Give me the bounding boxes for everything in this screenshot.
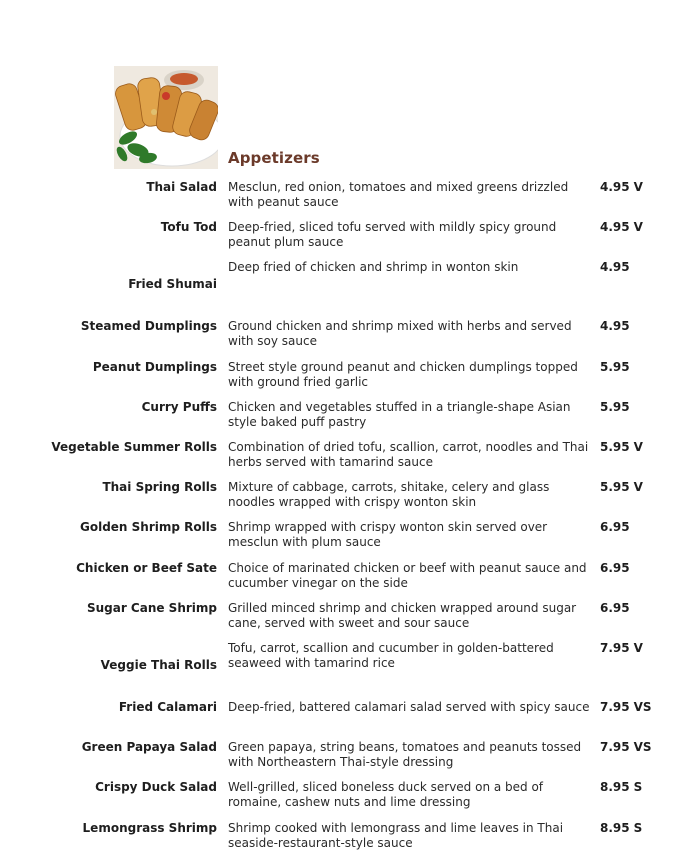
price-amount: 7.95 [600,700,630,714]
menu-item-name: Lemongrass Shrimp [82,821,217,835]
menu-item-name: Fried Calamari [118,700,217,714]
menu-item-description: Shrimp wrapped with crispy wonton skin served over mesclun with plum sauce [228,520,548,549]
section-title: Appetizers [228,149,320,167]
menu-item-description: Chicken and vegetables stuffed in a triangle-shape Asian style baked puff pastry [228,400,571,429]
menu-item-description: Mixture of cabbage, carrots, shitake, celery and glass noodles wrapped with crispy wonton skin [228,480,550,509]
price-amount: 7.95 [600,641,630,655]
price-amount: 6.95 [600,601,630,615]
dietary-code: V [633,641,643,655]
menu-item-name: Peanut Dumplings [92,360,217,374]
price-amount: 5.95 [600,480,630,494]
price-amount: 4.95 [600,260,630,274]
menu-item-description: Deep-fried, sliced tofu served with mildly spicy ground peanut plum sauce [228,220,557,249]
dietary-code: VS [633,740,652,754]
menu-item-description: Green papaya, string beans, tomatoes and peanuts tossed with Northeastern Thai-style dressing [228,740,582,769]
price-amount: 6.95 [600,561,630,575]
dietary-code: V [633,220,643,234]
dietary-code: VS [633,700,652,714]
menu-item-name: Green Papaya Salad [81,740,217,754]
menu-item-price [600,220,643,235]
menu-item-price [600,480,643,495]
dietary-code: S [633,780,643,794]
menu-item-price [600,561,634,576]
menu-item-description: Combination of dried tofu, scallion, carrot, noodles and Thai herbs served with tamarind sauce [228,440,589,469]
menu-item-description: Ground chicken and shrimp mixed with herbs and served with soy sauce [228,319,572,348]
price-amount: 7.95 [600,740,630,754]
menu-item-name: Golden Shrimp Rolls [80,520,217,534]
price-amount: 5.95 [600,400,630,414]
price-amount: 6.95 [600,520,630,534]
price-amount: 8.95 [600,821,630,835]
menu-item-name: Steamed Dumplings [80,319,217,333]
menu-item-name: Thai Spring Rolls [102,480,217,494]
price-amount: 5.95 [600,360,630,374]
dietary-code: V [633,440,643,454]
price-amount: 8.95 [600,780,630,794]
menu-item-description: Tofu, carrot, scallion and cucumber in golden-battered seaweed with tamarind rice [228,641,554,670]
menu-item-price [600,740,652,755]
menu-item-description: Grilled minced shrimp and chicken wrapped around sugar cane, served with sweet and sour sauce [228,601,577,630]
menu-item-description: Deep fried of chicken and shrimp in wonton skin [228,260,519,274]
dietary-code: S [633,821,643,835]
menu-item-price [600,780,642,795]
menu-item-name: Crispy Duck Salad [95,780,217,794]
dietary-code: V [633,180,643,194]
menu-item-price [600,641,643,656]
price-amount: 4.95 [600,180,630,194]
menu-item-price [600,520,634,535]
menu-item-price [600,601,634,616]
menu-item-description: Street style ground peanut and chicken dumplings topped with ground fried garlic [228,360,578,389]
menu-item-price [600,821,642,836]
menu-item-name: Curry Puffs [141,400,217,414]
price-amount: 5.95 [600,440,630,454]
menu-item-name: Fried Shumai [128,277,217,291]
menu-item-price [600,260,634,275]
menu-item-description: Well-grilled, sliced boneless duck served on a bed of romaine, cashew nuts and lime dressing [228,780,544,809]
menu-item-name: Chicken or Beef Sate [76,561,217,575]
menu-item-name: Veggie Thai Rolls [100,658,217,672]
price-amount: 4.95 [600,319,630,333]
menu-item-price [600,700,652,715]
menu-item-price [600,400,634,415]
menu-item-name: Vegetable Summer Rolls [51,440,217,454]
menu-item-name: Tofu Tod [160,220,217,234]
menu-item-price [600,360,634,375]
menu-item-description: Choice of marinated chicken or beef with peanut sauce and cucumber vinegar on the side [228,561,587,590]
menu-item-name: Sugar Cane Shrimp [86,601,217,615]
menu-item-description: Mesclun, red onion, tomatoes and mixed greens drizzled with peanut sauce [228,180,569,209]
menu-item-description: Deep-fried, battered calamari salad served with spicy sauce [228,700,590,714]
price-amount: 4.95 [600,220,630,234]
menu-item-price [600,180,643,195]
dietary-code: V [633,480,643,494]
spring-rolls-photo [114,66,218,169]
menu-item-price [600,440,643,455]
menu-item-description: Shrimp cooked with lemongrass and lime leaves in Thai seaside-restaurant-style sauce [228,821,564,850]
menu-item-price [600,319,634,334]
menu-item-name: Thai Salad [146,180,217,194]
